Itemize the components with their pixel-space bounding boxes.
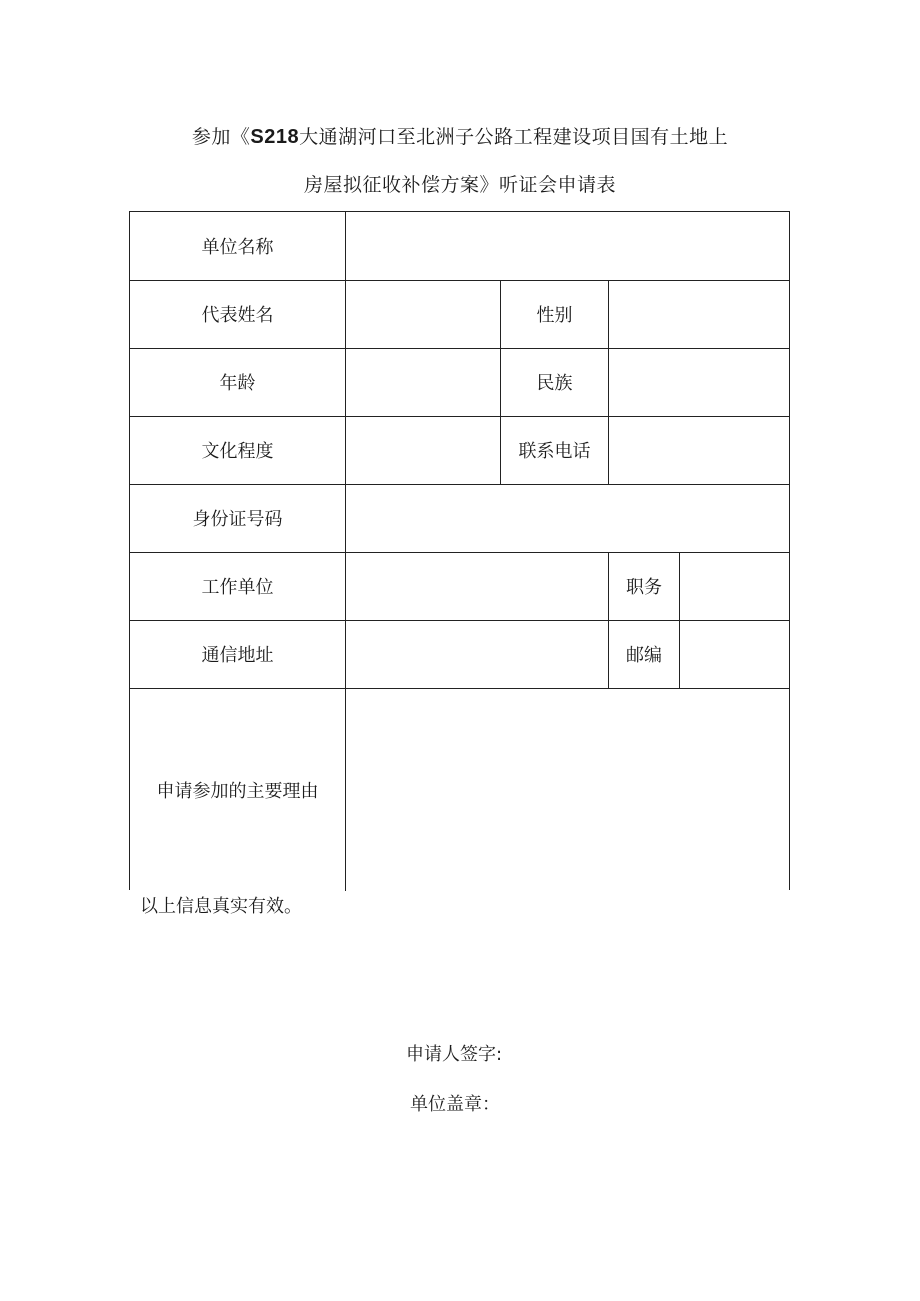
unit-seal-label: 单位盖章： — [410, 1094, 500, 1115]
phone-label: 联系电话 — [518, 441, 591, 462]
unit-name-label: 单位名称 — [201, 237, 274, 258]
workplace-field[interactable] — [346, 552, 608, 620]
postcode-label: 邮编 — [626, 645, 662, 666]
gender-label: 性别 — [536, 305, 573, 326]
workplace-label: 工作单位 — [201, 577, 274, 598]
reason-label: 申请参加的主要理由 — [156, 780, 319, 802]
unit-name-field[interactable] — [346, 212, 789, 280]
position-label: 职务 — [626, 577, 662, 598]
document-title-line-2: 房屋拟征收补偿方案》听证会申请表 — [303, 174, 616, 196]
title-suffix: 大通湖河口至北洲子公路工程建设项目国有土地上 — [299, 126, 729, 148]
title-prefix: 参加《 — [191, 126, 251, 148]
ethnicity-label: 民族 — [536, 373, 573, 394]
age-label: 年龄 — [219, 373, 256, 394]
address-field[interactable] — [346, 620, 608, 688]
applicant-signature-label: 申请人签字: — [406, 1044, 503, 1065]
position-field[interactable] — [680, 552, 789, 620]
representative-name-field[interactable] — [346, 280, 500, 348]
id-number-field[interactable] — [346, 484, 789, 552]
phone-field[interactable] — [609, 416, 789, 484]
representative-name-label: 代表姓名 — [201, 305, 274, 326]
postcode-field[interactable] — [680, 620, 789, 688]
education-field[interactable] — [346, 416, 500, 484]
address-label: 通信地址 — [201, 645, 274, 666]
gender-field[interactable] — [609, 280, 789, 348]
ethnicity-field[interactable] — [609, 348, 789, 416]
document-title-line-1 — [0, 122, 920, 149]
age-field[interactable] — [346, 348, 500, 416]
declaration-note: 以上信息真实有效。 — [140, 896, 302, 917]
id-number-label: 身份证号码 — [192, 509, 283, 530]
title-project-code: S218 — [250, 126, 300, 148]
application-form-table — [129, 211, 790, 890]
reason-field[interactable] — [346, 688, 789, 891]
education-label: 文化程度 — [201, 441, 274, 462]
